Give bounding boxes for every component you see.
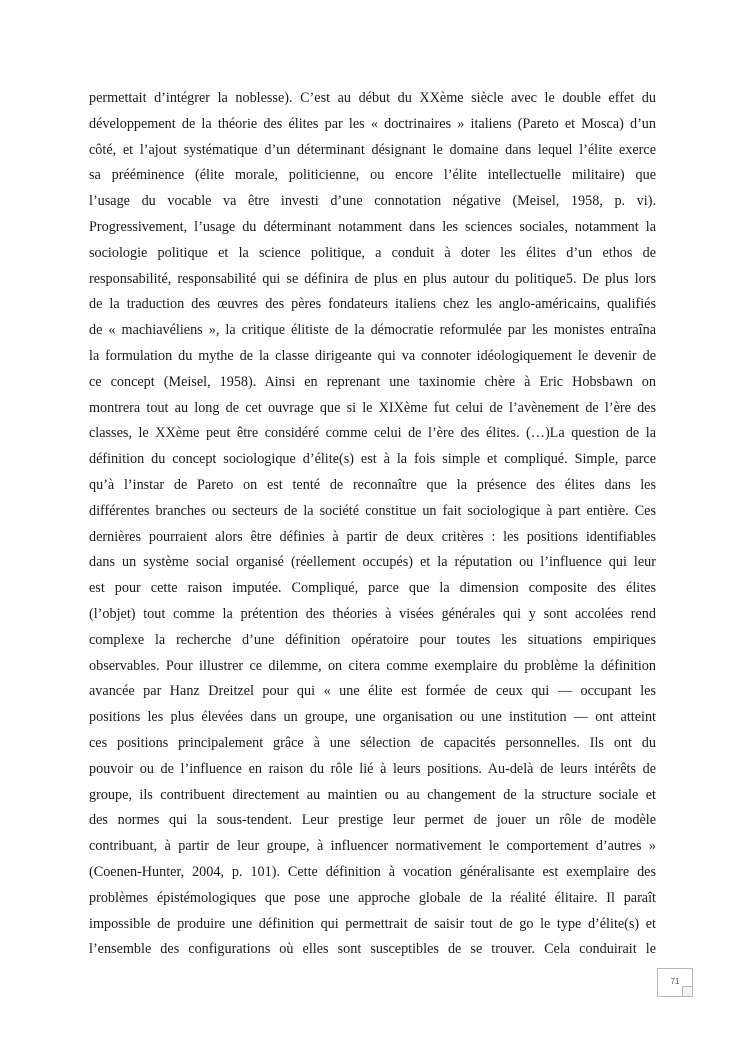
text-line: (Coenen-Hunter, 2004, p. 101). Cette définition à vocation généralisante est exemplaire des [89,863,656,880]
text-line: (l’objet) tout comme la prétention des théories à visées générales qui y sont accolées rend [89,605,656,622]
text-line: l’ensemble des configurations où elles sont susceptibles de se trouver. Cela conduirait le [89,941,656,958]
text-line: permettait d’intégrer la noblesse). C’est au début du XXème siècle avec le double effet du [89,90,656,106]
text-line: sociologie politique et la science politique, a conduit à doter les élites d’un ethos de [89,244,656,261]
text-line: sa prééminence (élite morale, politicienne, ou encore l’élite intellectuelle militaire) que [89,167,656,184]
text-line: responsabilité, responsabilité qui se définira de plus en plus autour du politique5. De plus lors [89,270,656,287]
text-line: ces positions principalement grâce à une sélection de capacités personnelles. Ils ont du [89,734,656,751]
text-line: différentes branches ou secteurs de la société constitue un fait sociologique à part entière. Ces [89,502,656,519]
text-line: dans un système social organisé (réellement occupés) et la réputation ou l’influence qui leur [89,554,656,571]
text-line: définition du concept sociologique d’élite(s) est à la fois simple et compliqué. Simple, parce [89,451,656,468]
text-line: avancée par Hanz Dreitzel pour qui « une élite est formée de ceux qui — occupant les [89,683,656,700]
page-curl-icon [682,986,692,996]
text-line: groupe, ils contribuent directement au maintien ou au changement de la structure sociale et [89,786,656,803]
text-line: dernières pourraient alors être définies à partir de deux critères : les positions identifiables [89,528,656,545]
text-line: complexe la recherche d’une définition opératoire pour toutes les situations empiriques [89,631,656,648]
text-line: l’usage du vocable va être investi d’une connotation négative (Meisel, 1958, p. vi). [89,193,656,210]
text-line: de « machiavéliens », la critique élitiste de la démocratie reformulée par les monistes entraîna [89,322,656,339]
text-line: la formulation du mythe de la classe dirigeante qui va connoter idéologiquement le devenir de [89,347,656,364]
text-line: impossible de produire une définition qui permettrait de saisir tout de go le type d’élite(s) et [89,915,656,932]
text-line: problèmes épistémologiques que pose une approche globale de la réalité élitaire. Il paraît [89,889,656,906]
text-line: positions les plus élevées dans un groupe, une organisation ou une institution — ont atteint [89,709,656,726]
text-line: qu’à l’instar de Pareto on est tenté de reconnaître que la présence des élites dans les [89,476,656,493]
text-line: montrera tout au long de cet ouvrage que si le XIXème fut celui de l’avènement de l’ère des [89,399,656,416]
page-number-box [657,968,693,997]
text-line: développement de la théorie des élites par les « doctrinaires » italiens (Pareto et Mosca) d’un [89,115,656,132]
text-line: de la traduction des œuvres des pères fondateurs italiens chez les anglo-américains, qualifiés [89,296,656,313]
text-line: ce concept (Meisel, 1958). Ainsi en reprenant une taxinomie chère à Eric Hobsbawn on [89,373,656,390]
text-line: observables. Pour illustrer ce dilemme, on citera comme exemplaire du problème la définition [89,657,656,674]
text-line: pouvoir ou de l’influence en raison du rôle lié à leurs positions. Au-delà de leurs intérêts de [89,760,656,777]
body-paragraph [89,86,656,963]
text-line: contribuant, à partir de leur groupe, à influencer normativement le comportement d’autres » [89,838,656,855]
text-line: est pour cette raison imputée. Compliqué, parce que la dimension composite des élites [89,580,656,597]
text-line: classes, le XXème peut être considéré comme celui de l’ère des élites. (…)La question de la [89,425,656,442]
text-line: des normes qui la sous-tendent. Leur prestige leur permet de jouer un rôle de modèle [89,812,656,829]
text-line: Progressivement, l’usage du déterminant notamment dans les sciences sociales, notamment la [89,218,656,235]
text-line: côté, et l’ajout systématique d’un déterminant désignant le domaine dans lequel l’élite exerce [89,141,656,158]
page-number: 71 [670,977,680,986]
